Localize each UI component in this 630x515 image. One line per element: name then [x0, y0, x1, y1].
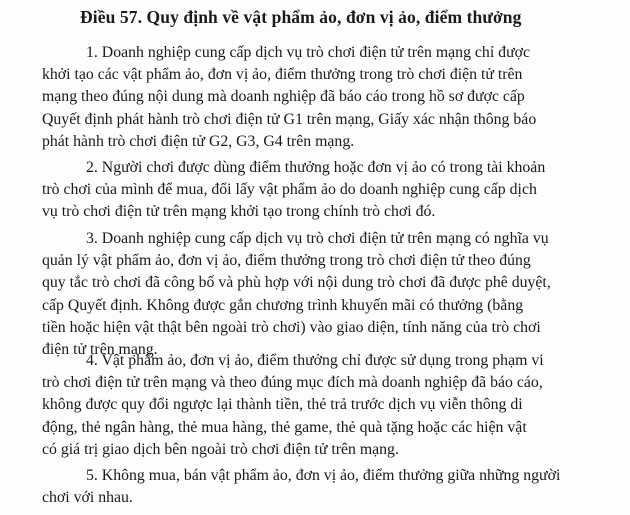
- clause-2-line-2: trò chơi của mình để mua, đổi lấy vật phẩm ảo do doanh nghiệp cung cấp dịch: [42, 181, 537, 199]
- clause-3-line-1: 3. Doanh nghiệp cung cấp dịch vụ trò chơi điện tử trên mạng có nghĩa vụ: [86, 230, 549, 247]
- clause-3-line-2: quản lý vật phẩm ảo, đơn vị ảo, điểm thưởng trong trò chơi điện tử theo đúng: [42, 252, 531, 270]
- clause-4-line-5: có giá trị giao dịch bên ngoài trò chơi điện tử trên mạng.: [42, 440, 399, 458]
- clause-1-line-2: khởi tạo các vật phẩm ảo, đơn vị ảo, điểm thưởng trong trò chơi điện tử trên: [42, 66, 523, 84]
- clause-1: [42, 42, 536, 153]
- clause-3-line-5: tiền hoặc hiện vật thật bên ngoài trò chơi) vào giao diện, tính năng của trò chơi: [42, 318, 541, 336]
- clause-1-line-3: mạng theo đúng nội dung mà doanh nghiệp đã báo cáo trong hồ sơ được cấp: [42, 88, 525, 106]
- clause-1-line-5: phát hành trò chơi điện tử G2, G3, G4 trên mạng.: [42, 132, 355, 150]
- clause-4-line-3: không được quy đổi ngược lại thành tiền, thẻ trả trước dịch vụ viễn thông di: [42, 396, 523, 414]
- clause-4-line-1: 4. Vật phẩm ảo, đơn vị ảo, điểm thưởng chỉ được sử dụng trong phạm vi: [86, 352, 544, 369]
- article-title: Điều 57. Quy định về vật phẩm ảo, đơn vị ảo, điểm thưởng: [80, 7, 522, 27]
- clause-1-line-4: Quyết định phát hành trò chơi điện tử G1 trên mạng, Giấy xác nhận thông báo: [42, 110, 537, 128]
- clause-2-line-1: 2. Người chơi được dùng điểm thưởng hoặc đơn vị ảo có trong tài khoản: [86, 159, 546, 176]
- clause-5-line-1: 5. Không mua, bán vật phẩm ảo, đơn vị ảo, điểm thưởng giữa những người: [86, 467, 561, 484]
- clause-2-line-3: vụ trò chơi điện tử trên mạng khởi tạo trong chính trò chơi đó.: [42, 203, 436, 221]
- clause-1-line-1: 1. Doanh nghiệp cung cấp dịch vụ trò chơi điện tử trên mạng chỉ được: [86, 44, 530, 61]
- clause-3-line-6: điện tử trên mạng.: [42, 341, 158, 359]
- clause-4-line-2: trò chơi điện tử trên mạng và theo đúng mục đích mà doanh nghiệp đã báo cáo,: [42, 374, 543, 392]
- clause-5: [42, 465, 560, 509]
- clause-3: [42, 228, 551, 361]
- clause-4-line-4: động, thẻ ngân hàng, thẻ mua hàng, thẻ game, thẻ quà tặng hoặc các hiện vật: [42, 418, 527, 436]
- clause-4: [42, 350, 544, 461]
- clause-3-line-4: cấp Quyết định. Không được gắn chương trình khuyến mãi có thưởng (bằng: [42, 296, 524, 314]
- clause-3-line-3: quy tắc trò chơi đã công bố và phù hợp với nội dung trò chơi đã được phê duyệt,: [42, 274, 551, 292]
- clause-2: [42, 157, 545, 224]
- clause-5-line-2: chơi với nhau.: [42, 489, 133, 507]
